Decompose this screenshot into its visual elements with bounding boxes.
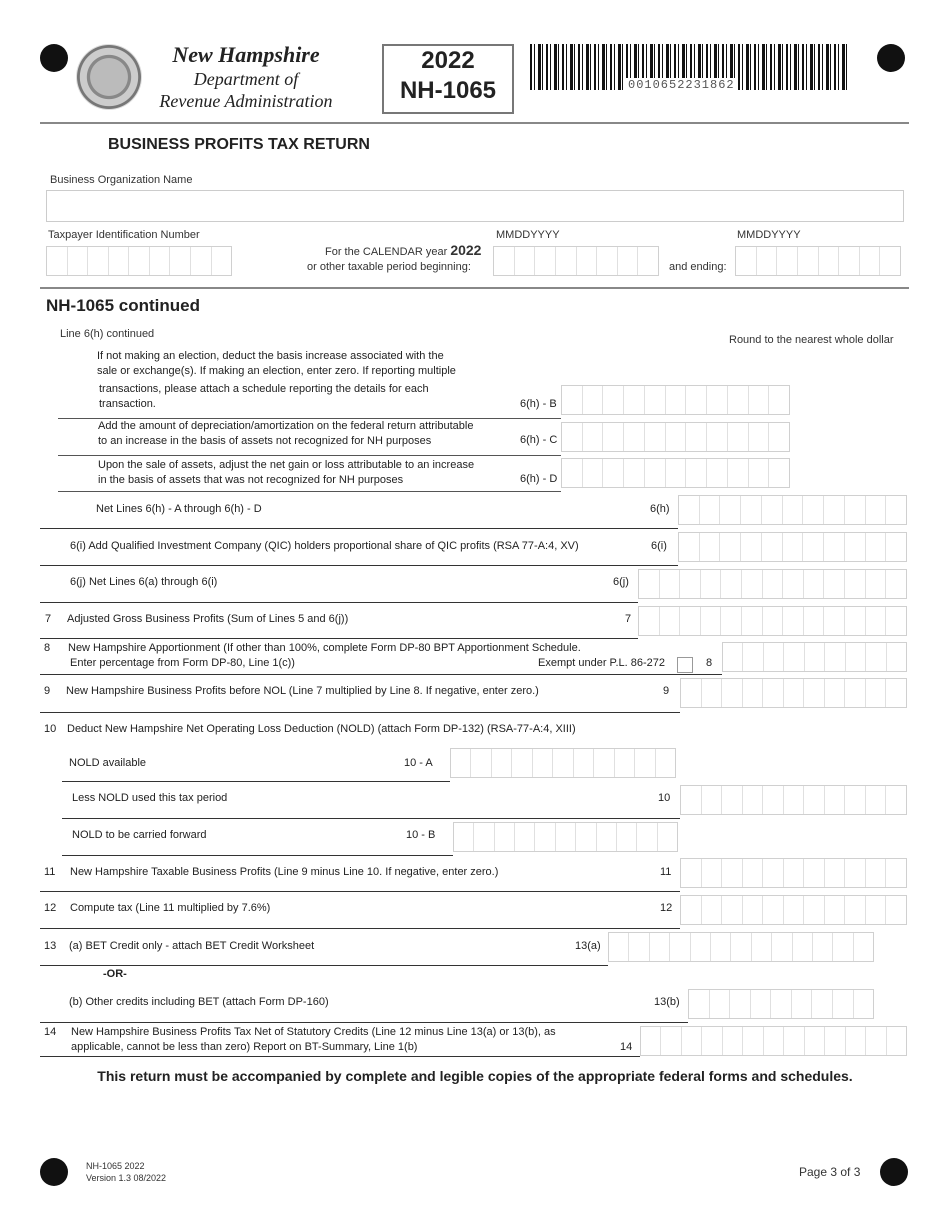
line-10-text: Deduct New Hampshire Net Operating Loss Deduction (NOLD) (attach Form DP-132) (RSA-77-A:4, XIII) [67, 723, 576, 735]
line-10b-code: 10 - B [406, 829, 436, 841]
line-6h-input[interactable] [678, 495, 907, 525]
line-8-rule [40, 674, 722, 675]
line-13b-input[interactable] [688, 989, 874, 1019]
line-10a-input[interactable] [450, 748, 676, 778]
round-note: Round to the nearest whole dollar [729, 334, 894, 346]
line-9-code: 9 [663, 685, 670, 697]
line-11-code: 11 [660, 866, 672, 878]
line-13b-text: (b) Other credits including BET (attach Form DP-160) [69, 996, 329, 1008]
line-8-code: 8 [706, 657, 713, 669]
line-9-num: 9 [44, 685, 51, 697]
line-14-num: 14 [44, 1026, 57, 1038]
form-title: BUSINESS PROFITS TAX RETURN [108, 136, 370, 153]
line-7-input[interactable] [638, 606, 907, 636]
line-13a-input[interactable] [608, 932, 874, 962]
line-8-exempt-label: Exempt under P.L. 86-272 [538, 657, 665, 669]
registration-mark [40, 1158, 68, 1186]
line-13b-code: 13(b) [654, 996, 680, 1008]
line-11-rule [40, 891, 680, 892]
period-end-input[interactable] [735, 246, 901, 276]
line-6h-text: Net Lines 6(h) - A through 6(h) - D [96, 503, 262, 515]
line-10b-input[interactable] [453, 822, 678, 852]
line-9-text: New Hampshire Business Profits before NOL (Line 7 multiplied by Line 8. If negative, enter zero.) [66, 685, 539, 697]
calendar-year: 2022 [450, 242, 482, 258]
page-number: Page 3 of 3 [799, 1165, 861, 1179]
line-11-num: 11 [44, 866, 56, 878]
period-begin-label: or other taxable period beginning: [307, 261, 471, 273]
line-10b-text: NOLD to be carried forward [72, 829, 207, 841]
line-6hc-input[interactable] [561, 422, 790, 452]
tin-label: Taxpayer Identification Number [48, 229, 200, 241]
line-14-code: 14 [620, 1041, 633, 1053]
line-6hd-rule [58, 491, 561, 492]
line-6h-code: 6(h) [650, 503, 670, 515]
line-6hd-text: Upon the sale of assets, adjust the net gain or loss attributable to an increase in the basis of assets that was not recognized for NH purposes [98, 459, 475, 486]
line-6hc-rule [58, 455, 561, 456]
org-name-input[interactable] [46, 190, 904, 222]
form-number: NH-1065 [399, 77, 497, 104]
line-12-num: 12 [44, 902, 57, 914]
line-7-code: 7 [625, 613, 632, 625]
line-11-text: New Hampshire Taxable Business Profits (Line 9 minus Line 10. If negative, enter zero.) [70, 866, 499, 878]
agency-name: New Hampshire Department of Revenue Administration [159, 42, 333, 111]
line-13-or: -OR- [103, 968, 127, 980]
line-13b-rule [40, 1022, 688, 1023]
ending-label: and ending: [669, 261, 727, 273]
footer-form-id: NH-1065 2022 [86, 1161, 145, 1171]
period-begin-input[interactable] [493, 246, 659, 276]
section-title: NH-1065 continued [46, 296, 200, 315]
line-8-num: 8 [44, 642, 51, 654]
line-12-text: Compute tax (Line 11 multiplied by 7.6%) [70, 902, 271, 914]
form-year: 2022 [421, 47, 475, 74]
line-10-used-code: 10 [658, 792, 671, 804]
line-6j-code: 6(j) [613, 576, 629, 588]
line-12-input[interactable] [680, 895, 907, 925]
line-6hb-code: 6(h) - B [520, 398, 557, 410]
registration-mark [880, 1158, 908, 1186]
end-format-label: MMDDYYYY [737, 229, 801, 241]
line-10-rule [62, 818, 680, 819]
registration-mark [40, 44, 68, 72]
line-6j-text: 6(j) Net Lines 6(a) through 6(i) [70, 576, 218, 588]
line-11-input[interactable] [680, 858, 907, 888]
line-6i-code: 6(i) [651, 540, 667, 552]
line-6i-text: 6(i) Add Qualified Investment Company (QIC) holders proportional share of QIC profits (RSA 77-A:4, XV) [70, 540, 579, 552]
line-6hd-input[interactable] [561, 458, 790, 488]
line-10-input[interactable] [680, 785, 907, 815]
line-10a-code: 10 - A [404, 757, 433, 769]
barcode-number: 0010652231862 [628, 78, 735, 92]
line-12-code: 12 [660, 902, 673, 914]
line-6hc-code: 6(h) - C [520, 434, 558, 446]
line-6h-rule [40, 528, 678, 529]
line-6hb-text: If not making an election, deduct the basis increase associated with the sale or exchange(s). If making an election, enter zero. If reporting multiple transactions, please attach a schedule reporting the details for each transaction. [97, 350, 456, 410]
line-6j-rule [40, 602, 638, 603]
line-13-num: 13 [44, 940, 57, 952]
line-6i-rule [40, 565, 678, 566]
line-13a-rule [40, 965, 608, 966]
form-id-box [382, 44, 514, 114]
line-6i-input[interactable] [678, 532, 907, 562]
line6h-continued-label: Line 6(h) continued [60, 328, 155, 340]
calendar-year-label: For the CALENDAR year 2022 [325, 242, 482, 258]
registration-mark [877, 44, 905, 72]
header-divider [40, 122, 909, 124]
line-12-rule [40, 928, 680, 929]
line-8-input[interactable] [722, 642, 907, 672]
line-9-rule [40, 712, 680, 713]
line-7-rule [40, 638, 638, 639]
line-10b-rule [62, 855, 453, 856]
line-10a-text: NOLD available [69, 757, 147, 769]
org-name-label: Business Organization Name [50, 174, 193, 186]
line-13a-code: 13(a) [575, 940, 601, 952]
line-14-input[interactable] [640, 1026, 907, 1056]
line-7-num: 7 [45, 613, 52, 625]
line-10-num: 10 [44, 723, 57, 735]
line-8-text: New Hampshire Apportionment (If other than 100%, complete Form DP-80 BPT Apportionment Schedule. Enter percentage from Form DP-80, Line 1(c)) [68, 642, 581, 669]
line-13a-text: (a) BET Credit only - attach BET Credit Worksheet [69, 940, 315, 952]
line-6j-input[interactable] [638, 569, 907, 599]
line-6hc-text: Add the amount of depreciation/amortization on the federal return attributable to an increase in the basis of assets not recognized for NH purposes [98, 420, 474, 447]
begin-format-label: MMDDYYYY [496, 229, 560, 241]
attachments-note: This return must be accompanied by complete and legible copies of the appropriate federal forms and schedules. [97, 1068, 853, 1084]
line-14-rule [40, 1056, 640, 1057]
line-8-exempt-checkbox[interactable] [677, 657, 693, 673]
line-6hb-input[interactable] [561, 385, 790, 415]
line-10a-rule [62, 781, 450, 782]
line-9-input[interactable] [680, 678, 907, 708]
line-14-text: New Hampshire Business Profits Tax Net of Statutory Credits (Line 12 minus Line 13(a) or 13(b), as applicable, cannot be less than zero) Report on BT-Summary, Line 1(b) [71, 1026, 556, 1053]
line-7-text: Adjusted Gross Business Profits (Sum of Lines 5 and 6(j)) [67, 613, 349, 625]
section-divider [40, 287, 909, 289]
state-seal-icon [76, 44, 142, 110]
line-10-used-text: Less NOLD used this tax period [72, 792, 228, 804]
footer-version: Version 1.3 08/2022 [86, 1173, 167, 1183]
tin-input[interactable] [46, 246, 232, 276]
line-6hd-code: 6(h) - D [520, 473, 558, 485]
